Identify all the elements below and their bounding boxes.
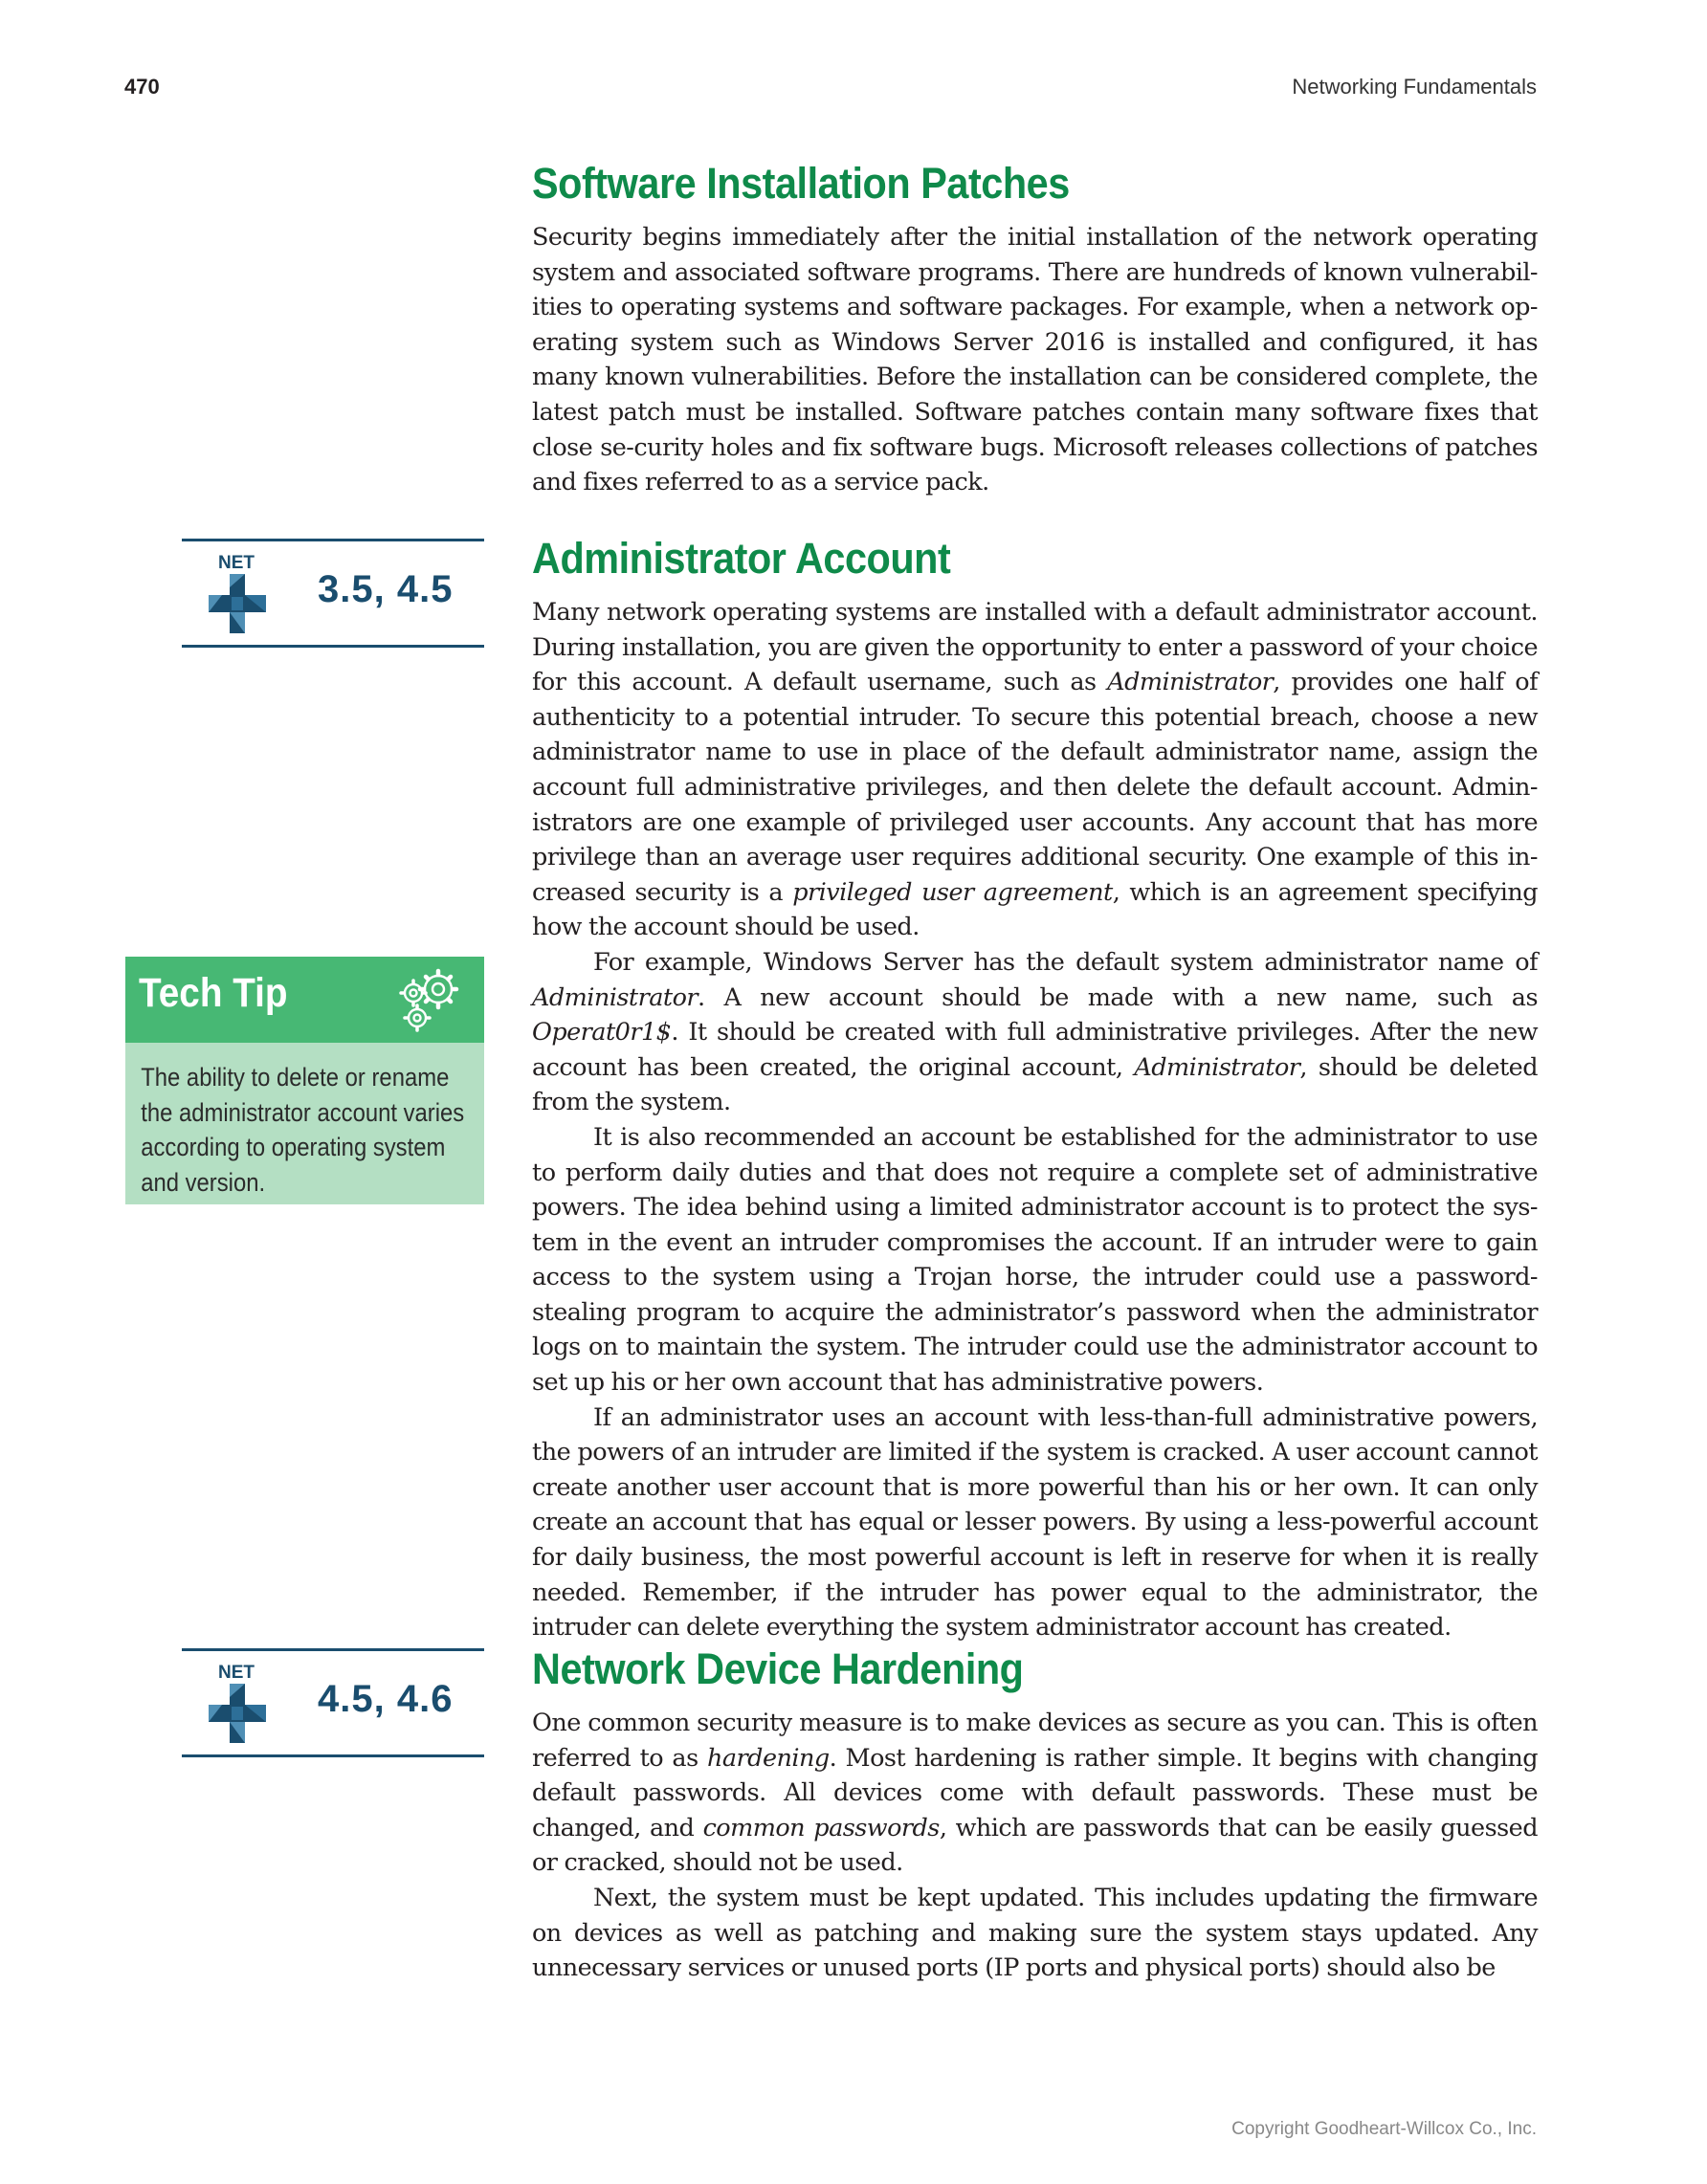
paragraph: If an administrator uses an account with less-than-full administrative powers, the powers of an intruder are limited if the system is cracked. A user account cannot create another user account that is more powerful than his or her own. It can only create an account that has equal or lesser powers. By using a less-powerful account for daily business, the most powerful account is left in reserve for when it is really needed. Remember, if the intruder has power equal to the administrator, the intruder can delete everything the system administrator account has created. (532, 1402, 1538, 1643)
net-objectives: 3.5, 4.5 (318, 568, 454, 610)
net-objectives: 4.5, 4.6 (318, 1678, 454, 1720)
gears-icon (394, 964, 465, 1035)
section-heading: Software Installation Patches (532, 159, 1070, 208)
running-head: Networking Fundamentals (1292, 75, 1537, 99)
paragraph: Many network operating systems are installed with a default administrator account. During installation, you are given the opportunity to enter a password of your choice for this account. A default username, such as Administrator, provides one half of authenticity to a potential intruder. To secure this potential breach, choose a new administrator name to use in place of the default administrator name, assign the account full administrative privileges, and then delete the default account. Admin-istrators are one example of privileged user accounts. Any account that has more privilege than an average user requires additional security. One example of this in-creased security is a privileged user agreement, which is an agreement specifying how the account should be used. (532, 598, 1538, 942)
net-plus-icon (209, 1684, 266, 1743)
copyright-notice: Copyright Goodheart-Willcox Co., Inc. (1231, 2119, 1537, 2139)
page-number: 470 (124, 75, 160, 99)
net-objectives-box (182, 539, 484, 648)
paragraph: Next, the system must be kept updated. This includes updating the firmware on devices as well as patching and making sure the system stays updated. Any unnecessary services or unused ports (IP ports and physical ports) should also be (532, 1883, 1538, 1983)
tech-tip-header (125, 957, 484, 1043)
paragraph: One common security measure is to make devices as secure as you can. This is often referred to as hardening. Most hardening is rather simple. It begins with changing default passwords. All devices come with default passwords. These must be changed, and common passwords, which are passwords that can be easily guessed or cracked, should not be used. (532, 1709, 1539, 1878)
tech-tip-text: The ability to delete or rename the administrator account varies according to operating system and version. (141, 1063, 465, 1197)
section-heading: Administrator Account (532, 534, 951, 583)
tech-tip-box (125, 957, 484, 1204)
paragraph: It is also recommended an account be established for the administrator to use to perform daily duties and that does not require a complete set of administrative powers. The idea behind using a limited administrator account is to protect the sys-tem in the event an intruder compromises the account. If an intruder were to gain access to the system using a Trojan horse, the intruder could use a password-stealing program to acquire the administrator’s password when the administrator logs on to maintain the system. The intruder could use the administrator account to set up his or her own account that has administrative powers. (532, 1122, 1538, 1398)
section-administrator-account (532, 532, 1538, 1645)
tech-tip-title: Tech Tip (139, 970, 288, 1016)
net-plus-icon (209, 574, 266, 633)
paragraph: Security begins immediately after the initial installation of the network operating system and associated software programs. There are hundreds of known vulnerabil-ities to operating systems and software packages. For example, when a network op-erating system such as Windows Server 2016 is installed and configured, it has many known vulnerabilities. Before the installation can be considered complete, the latest patch must be installed. Software patches contain many software fixes that close se-curity holes and fix software bugs. Microsoft releases collections of patches and fixes referred to as a service pack. (532, 223, 1538, 497)
section-software-installation-patches (532, 157, 1538, 500)
paragraph: For example, Windows Server has the default system administrator name of Administrator. A new account should be made with a new name, such as Operat0r1$. It should be created with full administrative privileges. After the new account has been created, the original account, Administrator, should be deleted from the system. (532, 947, 1538, 1117)
section-network-device-hardening (532, 1643, 1538, 1986)
net-label: NET (218, 553, 255, 573)
section-heading: Network Device Hardening (532, 1644, 1024, 1693)
net-objectives-box (182, 1648, 484, 1757)
net-label: NET (218, 1663, 255, 1683)
